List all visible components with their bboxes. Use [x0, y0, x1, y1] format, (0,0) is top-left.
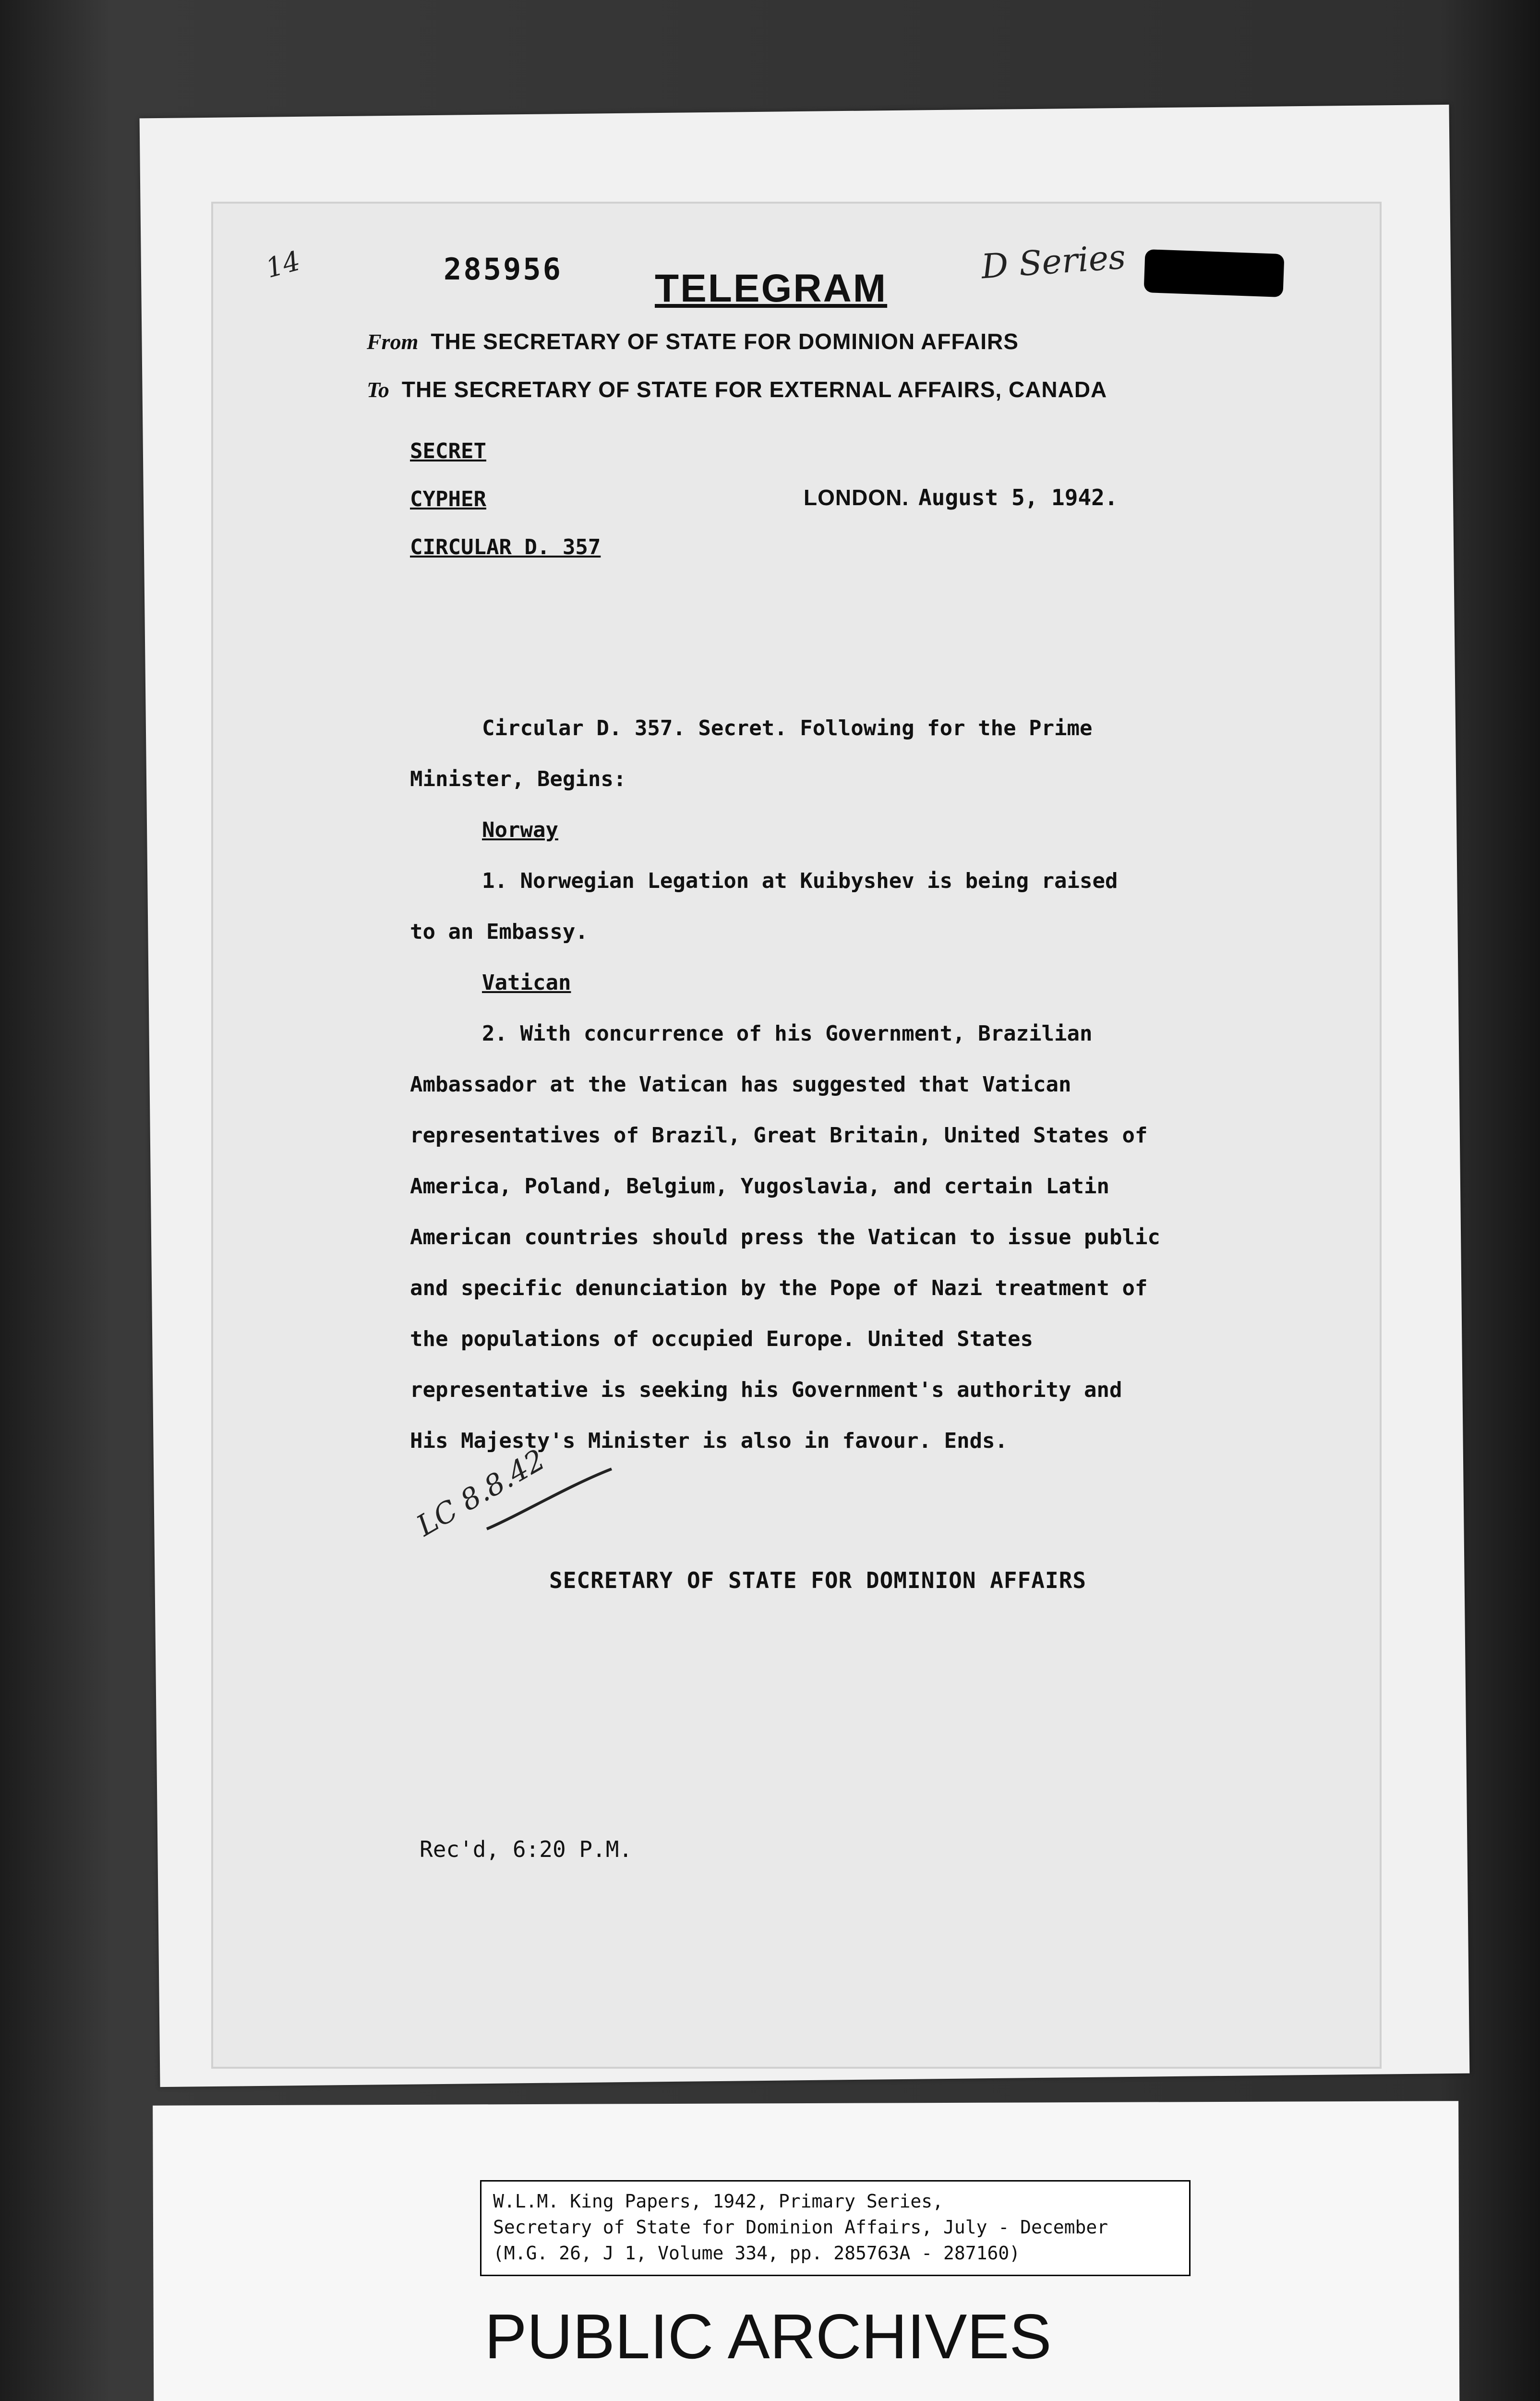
transmission-method: CYPHER [410, 487, 486, 511]
body-line: and specific denunciation by the Pope of Nazi treatment of [410, 1276, 1148, 1300]
from-label: From [367, 329, 419, 354]
body-line: American countries should press the Vatican to issue public [410, 1225, 1160, 1249]
to-line [367, 376, 1107, 402]
from-line [367, 328, 1019, 354]
to-label: To [367, 377, 389, 402]
dateline [804, 485, 1118, 510]
citation-line: (M.G. 26, J 1, Volume 334, pp. 285763A - 287160) [493, 2243, 1021, 2264]
dateline-date: August 5, 1942. [918, 485, 1118, 510]
body-line: representatives of Brazil, Great Britain, United States of [410, 1123, 1148, 1148]
body-line: America, Poland, Belgium, Yugoslavia, and certain Latin [410, 1174, 1109, 1199]
body-line: to an Embassy. [410, 920, 588, 944]
handwritten-stroke [482, 1467, 616, 1534]
body-line: representative is seeking his Government's authority and [410, 1378, 1122, 1402]
section-heading-norway: Norway [482, 818, 558, 842]
document-number: 285956 [444, 252, 563, 287]
body-line: 2. With concurrence of his Government, Brazilian [482, 1021, 1093, 1046]
body-line: His Majesty's Minister is also in favour. Ends. [410, 1429, 1008, 1453]
body-line: Ambassador at the Vatican has suggested that Vatican [410, 1072, 1071, 1097]
classification: SECRET [410, 439, 486, 463]
page-title: TELEGRAM [655, 267, 888, 310]
body-line: Minister, Begins: [410, 767, 626, 791]
archives-title-en: PUBLIC ARCHIVES [484, 2301, 1052, 2372]
dateline-place: LONDON. [804, 485, 909, 510]
from-text: THE SECRETARY OF STATE FOR DOMINION AFFAIRS [431, 329, 1019, 354]
telegram-page [211, 202, 1382, 2069]
redaction-block [1144, 249, 1285, 297]
received-time: Rec'd, 6:20 P.M. [420, 1836, 633, 1862]
handwritten-initials: LC 8.8.42 [411, 1443, 551, 1543]
handwritten-series-note: D Series [980, 237, 1127, 287]
circular-reference: CIRCULAR D. 357 [410, 535, 601, 559]
signature-line: SECRETARY OF STATE FOR DOMINION AFFAIRS [549, 1567, 1087, 1593]
body-line: Circular D. 357. Secret. Following for the Prime [482, 716, 1093, 740]
citation-line: W.L.M. King Papers, 1942, Primary Series, [493, 2191, 943, 2212]
citation-line: Secretary of State for Dominion Affairs, July - December [493, 2217, 1108, 2238]
message-body [410, 703, 1274, 1467]
to-text: THE SECRETARY OF STATE FOR EXTERNAL AFFAIRS, CANADA [401, 377, 1107, 402]
body-line: 1. Norwegian Legation at Kuibyshev is being raised [482, 869, 1118, 893]
section-heading-vatican: Vatican [482, 970, 571, 995]
citation-label [480, 2180, 1191, 2276]
handwritten-page-mark: 14 [262, 245, 304, 285]
body-line: the populations of occupied Europe. United States [410, 1327, 1034, 1351]
